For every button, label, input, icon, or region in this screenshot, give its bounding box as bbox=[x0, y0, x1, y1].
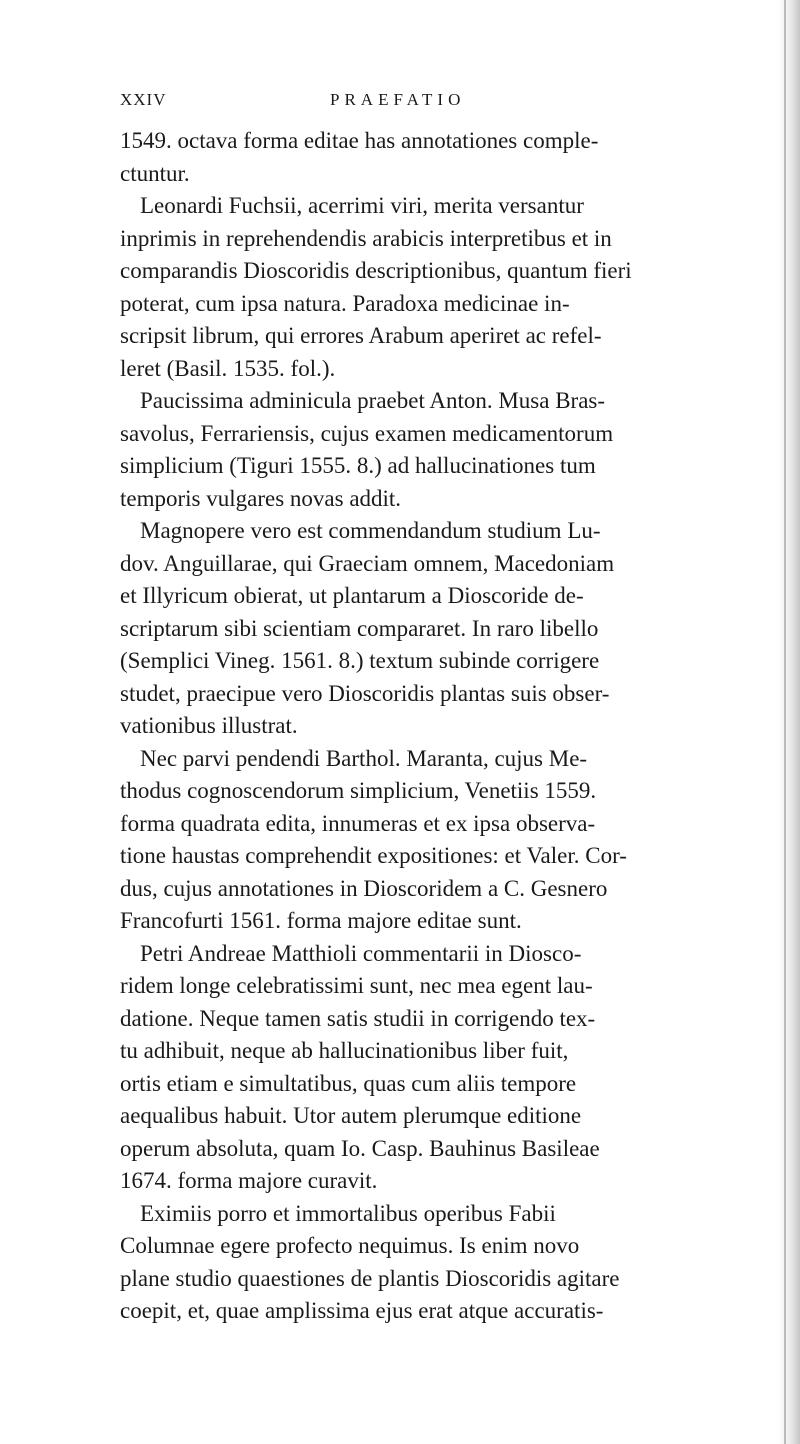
text-line: leret (Basil. 1535. fol.). bbox=[120, 355, 336, 381]
body-text bbox=[120, 125, 710, 1328]
text-line: dov. Anguillarae, qui Graeciam omnem, Macedoniam bbox=[120, 550, 615, 576]
text-line: poterat, cum ipsa natura. Paradoxa medicinae in- bbox=[120, 290, 570, 316]
text-line: et Illyricum obierat, ut plantarum a Dioscoride de- bbox=[120, 583, 584, 608]
text-line: tu adhibuit, neque ab hallucinationibus liber fuit, bbox=[120, 1038, 569, 1063]
text-line: inprimis in reprehendendis arabicis interpretibus et in bbox=[120, 225, 612, 251]
text-line: coepit, et, quae amplissima ejus erat atque accuratis- bbox=[120, 1298, 604, 1323]
text-line: Nec parvi pendendi Barthol. Maranta, cujus Me- bbox=[140, 745, 588, 771]
text-line: comparandis Dioscoridis descriptionibus, quantum fieri bbox=[120, 258, 632, 283]
page-edge-shadow bbox=[778, 0, 800, 1444]
text-line: studet, praecipue vero Dioscoridis plantas suis obser- bbox=[120, 680, 610, 706]
text-line: 1549. octava forma editae has annotationes comple- bbox=[120, 128, 599, 153]
text-line: 1674. forma majore curavit. bbox=[120, 1168, 378, 1193]
text-line: scripsit librum, qui errores Arabum aperiret ac refel- bbox=[120, 323, 602, 348]
text-line: plane studio quaestiones de plantis Dioscoridis agitare bbox=[120, 1265, 620, 1291]
page-number: XXIV bbox=[120, 90, 167, 109]
text-line: ctuntur. bbox=[120, 160, 190, 186]
text-line: vationibus illustrat. bbox=[120, 713, 298, 738]
text-line: (Semplici Vineg. 1561. 8.) textum subinde corrigere bbox=[120, 648, 600, 673]
text-line: operum absoluta, quam Io. Casp. Bauhinus Basileae bbox=[120, 1135, 600, 1161]
text-line: Leonardi Fuchsii, acerrimi viri, merita versantur bbox=[140, 193, 584, 218]
text-line: scriptarum sibi scientiam compararet. In raro libello bbox=[120, 615, 599, 641]
text-line: datione. Neque tamen satis studii in corrigendo tex- bbox=[120, 1005, 596, 1031]
text-line: Paucissima adminicula praebet Anton. Musa Bras- bbox=[140, 388, 606, 413]
text-line: Petri Andreae Matthioli commentarii in Diosco- bbox=[140, 940, 582, 966]
text-line: tione haustas comprehendit expositiones: et Valer. Cor- bbox=[120, 843, 627, 868]
text-line: thodus cognoscendorum simplicium, Venetiis 1559. bbox=[120, 778, 597, 803]
text-line: savolus, Ferrariensis, cujus examen medicamentorum bbox=[120, 420, 614, 446]
text-line: dus, cujus annotationes in Dioscoridem a C. Gesnero bbox=[120, 875, 608, 901]
text-line: Magnopere vero est commendandum studium Lu- bbox=[140, 518, 601, 543]
text-line: Francofurti 1561. forma majore editae sunt. bbox=[120, 908, 522, 933]
text-line: ridem longe celebratissimi sunt, nec mea egent lau- bbox=[120, 973, 593, 998]
page-header bbox=[120, 90, 680, 114]
text-line: aequalibus habuit. Utor autem plerumque editione bbox=[120, 1103, 582, 1128]
running-title: PRAEFATIO bbox=[330, 90, 466, 109]
text-line: Columnae egere profecto nequimus. Is enim novo bbox=[120, 1233, 580, 1258]
text-line: Eximiis porro et immortalibus operibus Fabii bbox=[140, 1200, 556, 1226]
text-line: ortis etiam e simultatibus, quas cum aliis tempore bbox=[120, 1070, 577, 1096]
text-line: simplicium (Tiguri 1555. 8.) ad hallucinationes tum bbox=[120, 453, 596, 478]
text-line: forma quadrata edita, innumeras et ex ipsa observa- bbox=[120, 810, 596, 836]
text-line: temporis vulgares novas addit. bbox=[120, 485, 402, 511]
page-edge-line bbox=[784, 0, 786, 1444]
